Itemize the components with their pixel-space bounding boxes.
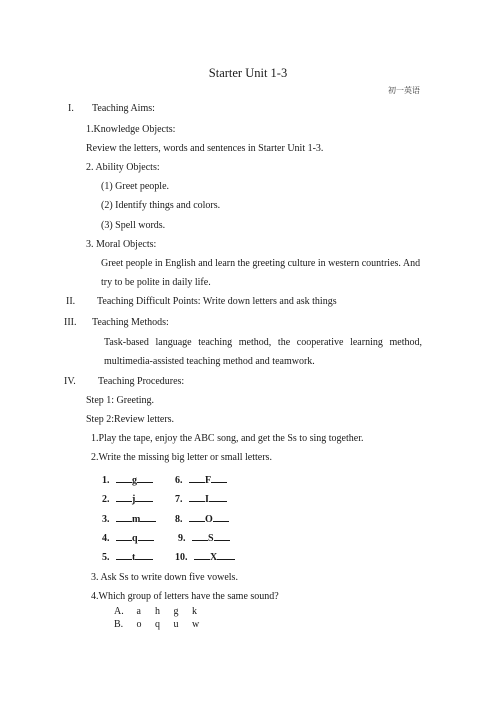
exercise-row bbox=[175, 550, 235, 564]
subheading: 3. Moral Objects: bbox=[86, 239, 157, 250]
list-item: (2) Identify things and colors. bbox=[101, 200, 221, 211]
section-numeral: IV. bbox=[64, 376, 76, 387]
option-letter: h bbox=[155, 606, 160, 617]
list-item: 1.Play the tape, enjoy the ABC song, and get the Ss to sing together. bbox=[91, 433, 364, 444]
given-letter: j bbox=[132, 494, 136, 505]
page-subtitle: 初一英语 bbox=[388, 86, 420, 95]
answer-blank bbox=[116, 531, 132, 541]
answer-blank bbox=[116, 550, 132, 560]
option-letter: k bbox=[192, 606, 197, 617]
exercise-number: 2. bbox=[102, 494, 110, 505]
exercise-row bbox=[178, 531, 230, 545]
option-row bbox=[114, 606, 208, 618]
exercise-row bbox=[102, 492, 153, 506]
given-letter: X bbox=[210, 552, 218, 563]
paragraph: try to be polite in daily life. bbox=[101, 277, 211, 288]
answer-blank bbox=[140, 512, 156, 522]
paragraph: Review the letters, words and sentences in Starter Unit 1-3. bbox=[86, 143, 324, 154]
answer-blank bbox=[189, 492, 205, 502]
answer-blank bbox=[137, 473, 153, 483]
section-heading: Teaching Difficult Points: Write down letters and ask things bbox=[97, 296, 337, 307]
section-heading: Teaching Aims: bbox=[92, 103, 155, 114]
given-letter: I bbox=[205, 494, 209, 505]
exercise-number: 1. bbox=[102, 475, 110, 486]
subheading: 1.Knowledge Objects: bbox=[86, 124, 176, 135]
exercise-number: 3. bbox=[102, 514, 110, 525]
exercise-number: 10. bbox=[175, 552, 188, 563]
exercise-number: 9. bbox=[178, 533, 186, 544]
option-letter: u bbox=[173, 619, 179, 630]
answer-blank bbox=[192, 531, 208, 541]
exercise-row bbox=[102, 531, 154, 545]
step-heading: Step 1: Greeting. bbox=[86, 395, 155, 406]
section-heading: Teaching Methods: bbox=[92, 317, 169, 328]
option-letter: g bbox=[173, 606, 179, 617]
given-letter: g bbox=[132, 475, 137, 486]
exercise-number: 6. bbox=[175, 475, 183, 486]
section-numeral: II. bbox=[66, 296, 76, 307]
exercise-row bbox=[175, 512, 229, 526]
section-numeral: III. bbox=[64, 317, 77, 328]
paragraph: multimedia-assisted teaching method and teamwork. bbox=[104, 356, 315, 367]
step-heading: Step 2:Review letters. bbox=[86, 414, 175, 425]
answer-blank bbox=[211, 473, 227, 483]
answer-blank bbox=[138, 531, 154, 541]
subheading: 2. Ability Objects: bbox=[86, 162, 160, 173]
option-row bbox=[114, 619, 208, 631]
exercise-number: 5. bbox=[102, 552, 110, 563]
exercise-number: 7. bbox=[175, 494, 183, 505]
answer-blank bbox=[189, 473, 205, 483]
given-letter: S bbox=[208, 533, 214, 544]
paragraph: Task-based language teaching method, the cooperative learning method, bbox=[104, 337, 422, 348]
answer-blank bbox=[189, 512, 205, 522]
given-letter: m bbox=[132, 514, 141, 525]
exercise-number: 4. bbox=[102, 533, 110, 544]
answer-blank bbox=[194, 550, 210, 560]
option-letter: q bbox=[155, 619, 160, 630]
answer-blank bbox=[213, 512, 229, 522]
given-letter: O bbox=[205, 514, 213, 525]
exercise-number: 8. bbox=[175, 514, 183, 525]
exercise-row bbox=[175, 492, 227, 506]
list-item: (1) Greet people. bbox=[101, 181, 170, 192]
list-item: 2.Write the missing big letter or small letters. bbox=[91, 452, 272, 463]
option-label: A. bbox=[114, 606, 124, 617]
given-letter: t bbox=[132, 552, 136, 563]
page-title: Starter Unit 1-3 bbox=[208, 66, 288, 80]
section-numeral: I. bbox=[68, 103, 74, 114]
given-letter: q bbox=[132, 533, 138, 544]
answer-blank bbox=[135, 492, 153, 502]
list-item: (3) Spell words. bbox=[101, 220, 166, 231]
answer-blank bbox=[214, 531, 230, 541]
exercise-row bbox=[175, 473, 227, 487]
answer-blank bbox=[209, 492, 227, 502]
option-label: B. bbox=[114, 619, 124, 630]
exercise-row bbox=[102, 550, 153, 564]
answer-blank bbox=[116, 473, 132, 483]
list-item: 4.Which group of letters have the same sound? bbox=[91, 591, 279, 602]
answer-blank bbox=[135, 550, 153, 560]
answer-blank bbox=[116, 512, 132, 522]
option-letter: a bbox=[136, 606, 141, 617]
exercise-row bbox=[102, 473, 153, 487]
paragraph: Greet people in English and learn the greeting culture in western countries. And bbox=[101, 258, 421, 269]
given-letter: F bbox=[205, 475, 212, 486]
answer-blank bbox=[217, 550, 235, 560]
option-letter: w bbox=[192, 619, 200, 630]
option-letter: o bbox=[136, 619, 142, 630]
section-heading: Teaching Procedures: bbox=[98, 376, 185, 387]
exercise-row bbox=[102, 512, 156, 526]
answer-blank bbox=[116, 492, 132, 502]
list-item: 3. Ask Ss to write down five vowels. bbox=[91, 572, 238, 583]
